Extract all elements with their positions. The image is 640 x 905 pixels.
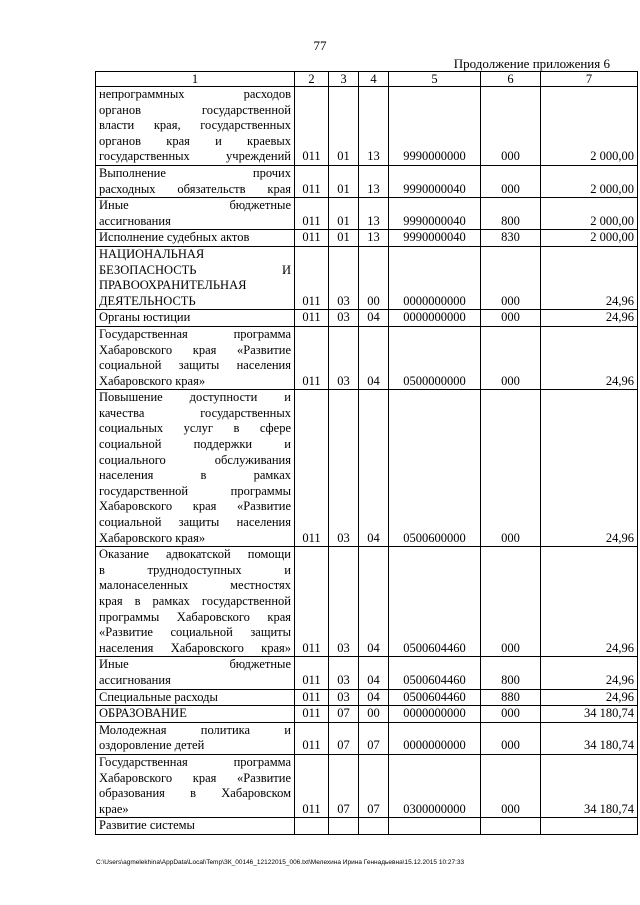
item-name-line: Государственная программа [99, 754, 291, 769]
ministry-code-cell: 011 [295, 390, 329, 547]
amount-cell: 34 180,74 [541, 706, 638, 723]
item-name-line: Молодежная политика и [99, 722, 291, 737]
expense-type-cell: 000 [481, 722, 541, 754]
item-name-line: крае» [99, 801, 129, 816]
ministry-code-cell: 011 [295, 165, 329, 197]
expense-type-cell: 000 [481, 390, 541, 547]
expense-type-cell: 000 [481, 87, 541, 166]
ministry-code-cell: 011 [295, 198, 329, 230]
item-name-cell [96, 198, 295, 230]
target-article-cell: 9990000000 [389, 87, 481, 166]
item-name-line: «Развитие социальной защиты [99, 625, 291, 640]
expense-type-cell: 000 [481, 326, 541, 389]
expense-type-cell: 880 [481, 689, 541, 706]
item-name-cell [96, 326, 295, 389]
section-code-cell: 03 [329, 246, 359, 309]
item-name-line: населения в рамках [99, 468, 291, 483]
target-article-cell: 0500604460 [389, 689, 481, 706]
section-code-cell: 03 [329, 547, 359, 657]
section-code-cell: 07 [329, 754, 359, 817]
ministry-code-cell: 011 [295, 689, 329, 706]
table-row [96, 246, 638, 309]
appendix-continuation-label: Продолжение приложения 6 [453, 56, 610, 71]
target-article-cell [389, 818, 481, 835]
section-code-cell: 03 [329, 390, 359, 547]
ministry-code-cell: 011 [295, 722, 329, 754]
expense-type-cell: 000 [481, 310, 541, 327]
item-name-cell [96, 246, 295, 309]
target-article-cell: 0500600000 [389, 390, 481, 547]
target-article-cell: 0000000000 [389, 706, 481, 723]
item-name-line: образования в Хабаровском [99, 786, 291, 801]
expense-type-cell: 000 [481, 754, 541, 817]
item-name-line: оздоровление детей [99, 738, 205, 753]
item-name-line: ОБРАЗОВАНИЕ [99, 706, 187, 721]
amount-cell: 24,96 [541, 657, 638, 689]
expense-type-cell: 000 [481, 246, 541, 309]
amount-cell: 34 180,74 [541, 722, 638, 754]
amount-cell: 24,96 [541, 547, 638, 657]
amount-cell: 2 000,00 [541, 198, 638, 230]
section-code-cell: 03 [329, 310, 359, 327]
item-name-line: непрограммных расходов [99, 87, 291, 101]
table-row [96, 657, 638, 689]
header-cell: 1 [96, 72, 295, 87]
header-cell: 6 [481, 72, 541, 87]
budget-table [95, 71, 638, 835]
ministry-code-cell: 011 [295, 230, 329, 247]
item-name-line: Государственная программа [99, 326, 291, 341]
amount-cell: 2 000,00 [541, 87, 638, 166]
header-cell: 3 [329, 72, 359, 87]
item-name-line: Хабаровского края «Развитие [99, 342, 291, 357]
subsection-code-cell: 04 [359, 689, 389, 706]
section-code-cell: 01 [329, 87, 359, 166]
item-name-line: социальных услуг в сфере [99, 421, 291, 436]
item-name-line: Выполнение прочих [99, 165, 291, 180]
amount-cell [541, 818, 638, 835]
subsection-code-cell: 04 [359, 547, 389, 657]
table-row [96, 165, 638, 197]
amount-cell: 24,96 [541, 246, 638, 309]
table-row [96, 754, 638, 817]
section-code-cell [329, 818, 359, 835]
section-code-cell: 07 [329, 706, 359, 723]
subsection-code-cell: 00 [359, 246, 389, 309]
table-row [96, 547, 638, 657]
item-name-line: органов государственной [99, 102, 291, 117]
target-article-cell: 0500604460 [389, 547, 481, 657]
target-article-cell: 9990000040 [389, 198, 481, 230]
item-name-cell [96, 165, 295, 197]
subsection-code-cell [359, 818, 389, 835]
item-name-line: органов края и краевых [99, 133, 291, 148]
header-cell: 4 [359, 72, 389, 87]
header-cell: 7 [541, 72, 638, 87]
amount-cell: 34 180,74 [541, 754, 638, 817]
section-code-cell: 01 [329, 230, 359, 247]
subsection-code-cell: 04 [359, 326, 389, 389]
target-article-cell: 0300000000 [389, 754, 481, 817]
item-name-line: Иные бюджетные [99, 198, 291, 213]
item-name-cell [96, 689, 295, 706]
ministry-code-cell [295, 818, 329, 835]
subsection-code-cell: 13 [359, 230, 389, 247]
item-name-line: БЕЗОПАСНОСТЬ И [99, 262, 291, 277]
expense-type-cell: 800 [481, 657, 541, 689]
subsection-code-cell: 13 [359, 165, 389, 197]
table-row [96, 198, 638, 230]
table-row [96, 706, 638, 723]
table-row [96, 689, 638, 706]
table-row [96, 310, 638, 327]
item-name-cell [96, 230, 295, 247]
item-name-cell [96, 706, 295, 723]
subsection-code-cell: 04 [359, 657, 389, 689]
item-name-cell [96, 818, 295, 835]
item-name-line: государственных учреждений [99, 149, 291, 164]
ministry-code-cell: 011 [295, 246, 329, 309]
item-name-line: Специальные расходы [99, 689, 218, 704]
target-article-cell: 0000000000 [389, 310, 481, 327]
table-row [96, 326, 638, 389]
target-article-cell: 0000000000 [389, 722, 481, 754]
ministry-code-cell: 011 [295, 326, 329, 389]
section-code-cell: 01 [329, 165, 359, 197]
ministry-code-cell: 011 [295, 657, 329, 689]
item-name-line: социальной поддержки и [99, 437, 291, 452]
ministry-code-cell: 011 [295, 706, 329, 723]
table-header-row [96, 72, 638, 87]
amount-cell: 24,96 [541, 689, 638, 706]
expense-type-cell: 000 [481, 706, 541, 723]
item-name-cell [96, 390, 295, 547]
expense-type-cell: 800 [481, 198, 541, 230]
page-number: 77 [313, 38, 327, 53]
subsection-code-cell: 07 [359, 722, 389, 754]
ministry-code-cell: 011 [295, 754, 329, 817]
item-name-line: ассигнования [99, 213, 171, 228]
amount-cell: 2 000,00 [541, 230, 638, 247]
ministry-code-cell: 011 [295, 87, 329, 166]
file-path-footer: C:\Users\agmelekhina\AppData\Local\Temp\ЗК_00146_12122015_006.txt\Мелехина Ирина Геннадьевна\15.12.2015 10:27:33 [96, 859, 465, 866]
item-name-line: Развитие системы [99, 818, 195, 833]
item-name-cell [96, 547, 295, 657]
target-article-cell: 0500604460 [389, 657, 481, 689]
item-name-line: Хабаровского края «Развитие [99, 499, 291, 514]
item-name-line: ПРАВООХРАНИТЕЛЬНАЯ [99, 278, 247, 293]
table-row [96, 230, 638, 247]
item-name-cell [96, 657, 295, 689]
amount-cell: 24,96 [541, 326, 638, 389]
item-name-cell [96, 310, 295, 327]
amount-cell: 2 000,00 [541, 165, 638, 197]
item-name-line: государственной программы [99, 483, 291, 498]
table-row [96, 818, 638, 835]
item-name-line: социального обслуживания [99, 452, 291, 467]
header-cell: 2 [295, 72, 329, 87]
subsection-code-cell: 00 [359, 706, 389, 723]
subsection-code-cell: 13 [359, 198, 389, 230]
item-name-line: расходных обязательств края [99, 181, 291, 196]
item-name-line: Хабаровского края» [99, 373, 206, 388]
item-name-cell [96, 722, 295, 754]
item-name-line: программы Хабаровского края [99, 609, 291, 624]
expense-type-cell: 830 [481, 230, 541, 247]
amount-cell: 24,96 [541, 390, 638, 547]
target-article-cell: 9990000040 [389, 165, 481, 197]
expense-type-cell [481, 818, 541, 835]
ministry-code-cell: 011 [295, 310, 329, 327]
item-name-line: социальной защиты населения [99, 515, 291, 530]
table-row [96, 87, 638, 166]
target-article-cell: 0000000000 [389, 246, 481, 309]
header-cell: 5 [389, 72, 481, 87]
subsection-code-cell: 07 [359, 754, 389, 817]
section-code-cell: 07 [329, 722, 359, 754]
item-name-line: Органы юстиции [99, 310, 191, 325]
item-name-cell [96, 754, 295, 817]
section-code-cell: 03 [329, 326, 359, 389]
item-name-line: власти края, государственных [99, 118, 291, 133]
section-code-cell: 03 [329, 689, 359, 706]
section-code-cell: 01 [329, 198, 359, 230]
expense-type-cell: 000 [481, 165, 541, 197]
expense-type-cell: 000 [481, 547, 541, 657]
item-name-line: Повышение доступности и [99, 390, 291, 405]
ministry-code-cell: 011 [295, 547, 329, 657]
section-code-cell: 03 [329, 657, 359, 689]
amount-cell: 24,96 [541, 310, 638, 327]
item-name-cell [96, 87, 295, 166]
item-name-line: Оказание адвокатской помощи [99, 547, 291, 562]
item-name-line: ассигнования [99, 672, 171, 687]
item-name-line: ДЕЯТЕЛЬНОСТЬ [99, 293, 196, 308]
item-name-line: края в рамках государственной [99, 594, 291, 608]
item-name-line: Иные бюджетные [99, 657, 291, 672]
item-name-line: НАЦИОНАЛЬНАЯ [99, 246, 205, 261]
table-row [96, 722, 638, 754]
item-name-line: населения Хабаровского края» [99, 640, 291, 655]
item-name-line: малонаселенных местностях [99, 578, 291, 593]
item-name-line: Хабаровского края» [99, 530, 206, 545]
item-name-line: Исполнение судебных актов [99, 230, 250, 245]
item-name-line: в труднодоступных и [99, 562, 291, 577]
item-name-line: социальной защиты населения [99, 358, 291, 373]
target-article-cell: 9990000040 [389, 230, 481, 247]
target-article-cell: 0500000000 [389, 326, 481, 389]
table-row [96, 390, 638, 547]
item-name-line: качества государственных [99, 405, 291, 420]
item-name-line: Хабаровского края «Развитие [99, 770, 291, 785]
subsection-code-cell: 04 [359, 390, 389, 547]
subsection-code-cell: 13 [359, 87, 389, 166]
subsection-code-cell: 04 [359, 310, 389, 327]
